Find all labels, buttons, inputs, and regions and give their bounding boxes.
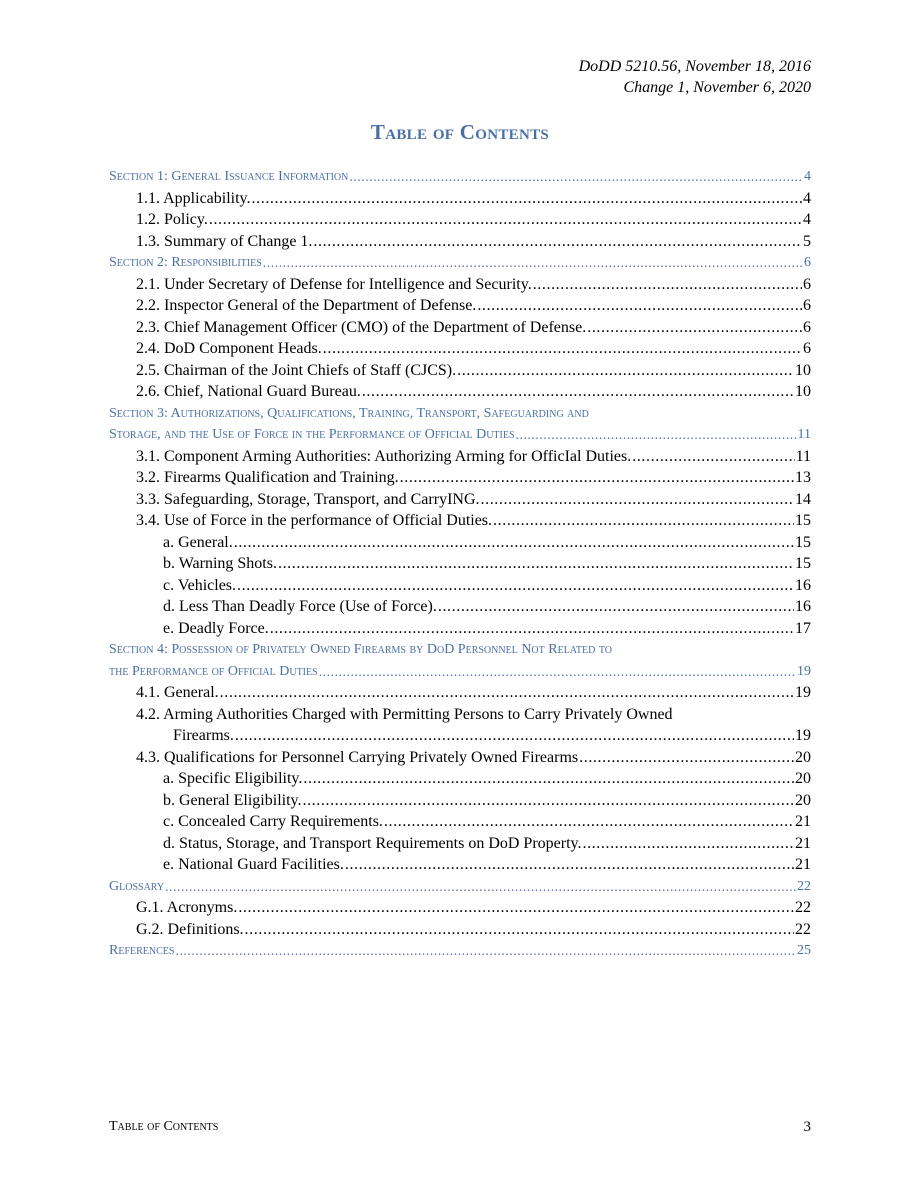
- toc-section-3[interactable]: [109, 424, 811, 446]
- toc-item-3-4-d[interactable]: [109, 596, 811, 618]
- table-of-contents: [109, 166, 811, 962]
- toc-entry-label: 2.1. Under Secretary of Defense for Intelligence and Security.: [136, 275, 532, 293]
- toc-item-g-1[interactable]: [109, 897, 811, 919]
- toc-entry-label: b. General Eligibility.: [163, 791, 302, 809]
- toc-page-number: 15: [795, 533, 811, 551]
- toc-item-1-2[interactable]: [109, 209, 811, 231]
- toc-page-number: 15: [795, 512, 811, 529]
- toc-page-number: 20: [795, 748, 811, 766]
- toc-page-number: 5: [803, 232, 811, 250]
- toc-item-4-3-c[interactable]: [109, 811, 811, 833]
- toc-entry-label: 3.2. Firearms Qualification and Training.: [136, 469, 399, 486]
- toc-page-number: 11: [795, 447, 811, 465]
- toc-entry-label: 2.2. Inspector General of the Department of Defense.: [136, 297, 477, 314]
- toc-entry-label: References: [109, 943, 175, 958]
- toc-page-number: 6: [803, 297, 811, 314]
- toc-entry-label: G.2. Definitions.: [136, 920, 244, 938]
- toc-section-3-line1[interactable]: Section 3: Authorizations, Qualifications, Training, Transport, Safeguarding and: [109, 405, 589, 421]
- toc-page-number: 21: [795, 834, 811, 852]
- toc-entry-label: 1.1. Applicability.: [136, 189, 251, 207]
- toc-item-2-1[interactable]: [109, 274, 811, 296]
- toc-item-g-2[interactable]: [109, 919, 811, 941]
- toc-page-number: 13: [795, 469, 811, 486]
- toc-entry-label: 1.2. Policy.: [136, 211, 208, 228]
- toc-page-number: 25: [797, 943, 811, 958]
- toc-item-2-4[interactable]: [109, 338, 811, 360]
- toc-entry-label: 4.3. Qualifications for Personnel Carrying Privately Owned Firearms: [136, 748, 579, 766]
- toc-entry-label: d. Status, Storage, and Transport Requirements on DoD Property.: [163, 834, 582, 852]
- toc-item-4-3-b[interactable]: [109, 790, 811, 812]
- toc-page-number: 22: [795, 920, 811, 938]
- toc-entry-label: 2.6. Chief, National Guard Bureau.: [136, 383, 361, 400]
- footer-section-label: Table of Contents: [109, 1119, 219, 1134]
- toc-page-number: 22: [795, 899, 811, 916]
- toc-item-4-2[interactable]: [109, 725, 811, 747]
- toc-entry-label: Section 1: General Issuance Information: [109, 169, 349, 184]
- toc-entry-label: Glossary: [109, 878, 165, 894]
- toc-page-number: 6: [803, 318, 811, 336]
- toc-item-4-3[interactable]: [109, 747, 811, 769]
- toc-page-number: 17: [795, 619, 811, 637]
- document-header: [579, 56, 811, 98]
- toc-entry-label: 1.3. Summary of Change 1.: [136, 232, 313, 250]
- toc-section-2[interactable]: [109, 252, 811, 274]
- toc-entry-label: Section 2: Responsibilities: [109, 255, 262, 270]
- page-title: Table of Contents: [370, 120, 550, 144]
- toc-page-number: 10: [795, 361, 811, 379]
- toc-page-number: 22: [797, 878, 811, 894]
- toc-page-number: 6: [803, 340, 811, 357]
- toc-page-number: 6: [803, 275, 811, 293]
- toc-item-2-2[interactable]: [109, 295, 811, 317]
- toc-page-number: 14: [795, 490, 811, 508]
- toc-entry-label: G.1. Acronyms.: [136, 899, 238, 916]
- toc-item-3-4-a[interactable]: [109, 532, 811, 554]
- toc-page-number: 11: [797, 427, 811, 442]
- toc-entry-label: Firearms.: [173, 727, 234, 744]
- toc-page-number: 16: [795, 598, 811, 615]
- toc-entry-label: 3.4. Use of Force in the performance of Official Duties.: [136, 512, 493, 529]
- toc-item-1-1[interactable]: [109, 188, 811, 210]
- toc-item-3-1[interactable]: [109, 446, 811, 468]
- toc-entry-label: 2.4. DoD Component Heads.: [136, 340, 322, 357]
- header-doc-id: DoDD 5210.56, November 18, 2016: [578, 58, 811, 75]
- toc-entry-label: 3.3. Safeguarding, Storage, Transport, and CarryING.: [136, 490, 480, 508]
- toc-entry-label: c. Vehicles.: [163, 576, 237, 594]
- toc-entry-label: 2.3. Chief Management Officer (CMO) of the Department of Defense.: [136, 318, 587, 336]
- toc-item-3-4[interactable]: [109, 510, 811, 532]
- toc-item-3-3[interactable]: [109, 489, 811, 511]
- toc-item-3-4-e[interactable]: [109, 618, 811, 640]
- toc-entry-label: a. General.: [163, 533, 233, 551]
- toc-entry-label: 4.1. General.: [136, 684, 219, 701]
- toc-entry-label: e. National Guard Facilities.: [163, 856, 344, 873]
- toc-entry-label: d. Less Than Deadly Force (Use of Force).: [163, 598, 437, 615]
- toc-entry-label: e. Deadly Force.: [163, 619, 269, 637]
- toc-page-number: 20: [795, 770, 811, 787]
- toc-page-number: 4: [803, 211, 811, 228]
- toc-entry-label: the Performance of Official Duties: [109, 663, 318, 679]
- toc-item-1-3[interactable]: [109, 231, 811, 253]
- page-footer: [109, 1119, 811, 1136]
- toc-page-number: 10: [795, 383, 811, 400]
- toc-item-2-5[interactable]: [109, 360, 811, 382]
- toc-entry-label: b. Warning Shots.: [163, 555, 277, 572]
- toc-item-4-1[interactable]: [109, 682, 811, 704]
- toc-page-number: 21: [795, 813, 811, 830]
- toc-page-number: 4: [803, 189, 811, 207]
- toc-page-number: 16: [795, 576, 811, 594]
- toc-page-number: 15: [795, 555, 811, 572]
- toc-page-number: 19: [795, 727, 811, 744]
- toc-page-number: 6: [804, 255, 811, 270]
- toc-section-4[interactable]: [109, 661, 811, 683]
- toc-item-2-3[interactable]: [109, 317, 811, 339]
- toc-page-number: 19: [797, 663, 811, 679]
- toc-glossary[interactable]: [109, 876, 811, 898]
- toc-page-number: 21: [795, 856, 811, 873]
- toc-section-4-line1[interactable]: Section 4: Possession of Privately Owned Firearms by DoD Personnel Not Related to: [109, 642, 613, 657]
- toc-entry-label: 2.5. Chairman of the Joint Chiefs of Staff (CJCS).: [136, 361, 457, 379]
- toc-page-number: 20: [795, 791, 811, 809]
- toc-item-4-3-d[interactable]: [109, 833, 811, 855]
- toc-page-number: 4: [804, 169, 811, 184]
- toc-item-4-3-e[interactable]: [109, 854, 811, 876]
- toc-item-4-3-a[interactable]: [109, 768, 811, 790]
- header-change: Change 1, November 6, 2020: [623, 79, 811, 96]
- toc-entry-label: c. Concealed Carry Requirements.: [163, 813, 383, 830]
- toc-entry-label: 3.1. Component Arming Authorities: Authorizing Arming for OfficIal Duties.: [136, 447, 632, 465]
- toc-item-3-2[interactable]: [109, 467, 811, 489]
- toc-entry-label: Storage, and the Use of Force in the Performance of Official Duties: [109, 427, 515, 442]
- toc-references[interactable]: [109, 940, 811, 962]
- toc-page-number: 19: [795, 684, 811, 701]
- toc-item-3-4-c[interactable]: [109, 575, 811, 597]
- toc-entry-label: a. Specific Eligibility.: [163, 770, 303, 787]
- toc-item-2-6[interactable]: [109, 381, 811, 403]
- footer-page-number: 3: [803, 1119, 811, 1135]
- toc-item-4-2-line1[interactable]: 4.2. Arming Authorities Charged with Permitting Persons to Carry Privately Owned: [136, 705, 673, 723]
- toc-item-3-4-b[interactable]: [109, 553, 811, 575]
- toc-section-1[interactable]: [109, 166, 811, 188]
